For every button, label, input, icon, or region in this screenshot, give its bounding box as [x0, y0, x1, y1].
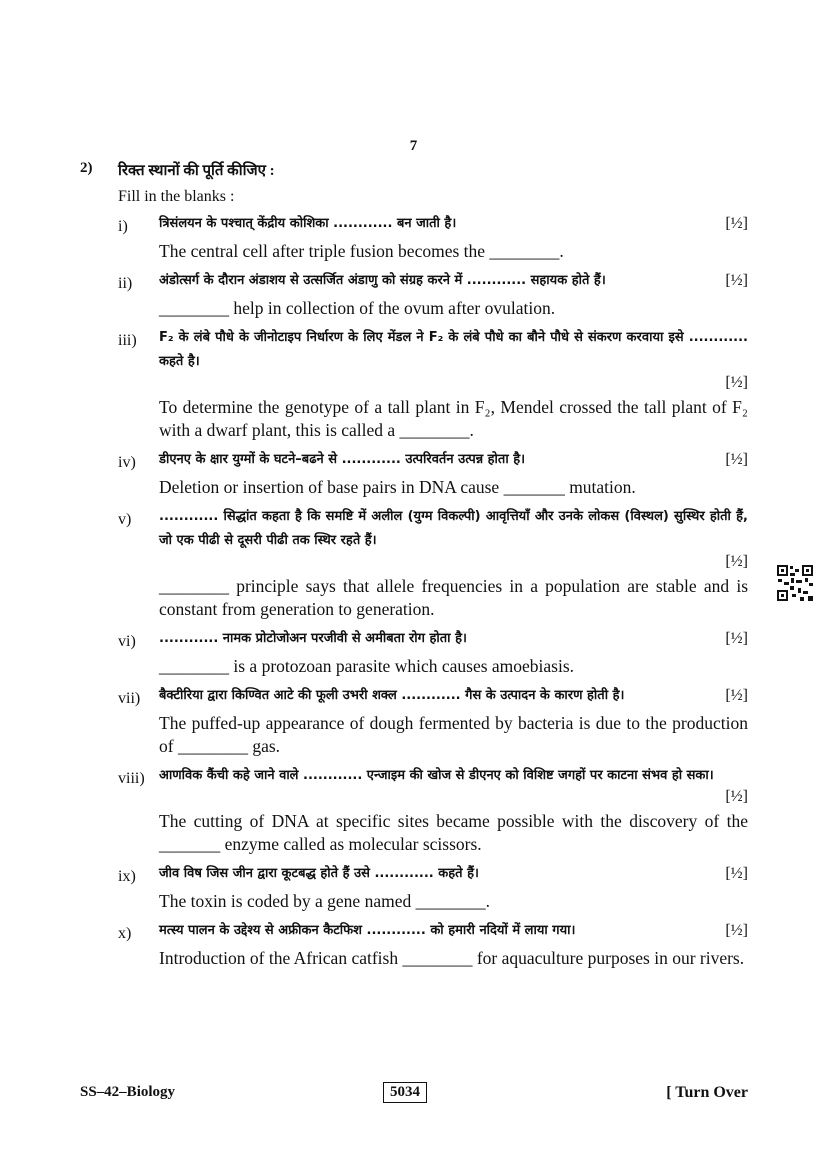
item-mark: [½]	[725, 553, 748, 570]
footer-booklet-code: 5034	[383, 1082, 427, 1103]
item-number: iii)	[118, 332, 137, 349]
item-english: ________ is a protozoan parasite which causes amoebiasis.	[159, 656, 575, 676]
question-number: 2)	[80, 160, 93, 176]
item-number: vi)	[118, 633, 136, 650]
item-number: ix)	[118, 868, 136, 885]
item-english: ________ help in collection of the ovum after ovulation.	[159, 298, 556, 318]
item-hindi: त्रिसंलयन के पश्चात् केंद्रीय कोशिका ............ बन जाती है।	[159, 216, 457, 231]
list-item	[118, 269, 748, 320]
item-number: i)	[118, 218, 128, 235]
item-hindi: आणविक कैंची कहे जाने वाले ............ एन्जाइम की खोज से डीएनए को विशिष्ट जगहों पर काटना संभव हो सका।	[159, 768, 714, 783]
item-hindi: मत्स्य पालन के उद्देश्य से अफ्रीकन कैटफिश ............ को हमारी नदियों में लाया गया।	[159, 923, 576, 938]
item-number: x)	[118, 925, 132, 942]
item-english: The toxin is coded by a gene named ________.	[159, 891, 490, 911]
item-mark: [½]	[725, 451, 748, 468]
list-item	[118, 326, 748, 442]
item-number: v)	[118, 511, 132, 528]
question-title-hindi: रिक्त स्थानों की पूर्ति कीजिए :	[118, 163, 275, 179]
item-mark: [½]	[725, 922, 748, 939]
list-item	[118, 505, 748, 621]
item-english: Deletion or insertion of base pairs in DNA cause _______ mutation.	[159, 477, 636, 497]
item-number: ii)	[118, 275, 133, 292]
item-number: viii)	[118, 770, 145, 787]
item-english: The central cell after triple fusion becomes the ________.	[159, 241, 564, 261]
item-hindi: ............ नामक प्रोटोजोअन परजीवी से अमीबता रोग होता है।	[159, 631, 467, 646]
item-english: Introduction of the African catfish ________ for aquaculture purposes in our rivers.	[159, 948, 745, 968]
footer-paper-code: SS–42–Biology	[80, 1084, 176, 1100]
item-mark: [½]	[725, 687, 748, 704]
item-mark: [½]	[725, 215, 748, 232]
item-mark: [½]	[725, 788, 748, 805]
list-item	[118, 448, 748, 499]
qr-code-icon	[776, 564, 814, 602]
list-item	[118, 212, 748, 263]
item-mark: [½]	[725, 374, 748, 391]
item-mark: [½]	[725, 865, 748, 882]
page-footer	[80, 1082, 748, 1106]
item-hindi: डीएनए के क्षार युग्मों के घटने–बढने से ............ उत्परिवर्तन उत्पन्न होता है।	[159, 452, 526, 467]
item-english: The puffed-up appearance of dough fermented by bacteria is due to the production of ________ gas.	[159, 713, 748, 756]
item-english: To determine the genotype of a tall plant in F₂, Mendel crossed the tall plant of F₂ with a dwarf plant, this is called a ________.	[159, 397, 748, 440]
fill-blanks-list	[118, 212, 748, 976]
question-title-english: Fill in the blanks :	[118, 188, 235, 205]
item-mark: [½]	[725, 630, 748, 647]
item-number: iv)	[118, 454, 136, 471]
list-item	[118, 862, 748, 913]
item-hindi: बैक्टीरिया द्वारा किण्वित आटे की फूली उभरी शक्ल ............ गैस के उत्पादन के कारण होती है।	[159, 688, 625, 703]
item-english: ________ principle says that allele frequencies in a population are stable and is constant from generation to generation.	[159, 576, 748, 619]
page-number: 7	[409, 138, 418, 154]
item-hindi: ............ सिद्धांत कहता है कि समष्टि में अलील (युग्म विकल्पी) आवृत्तियाँ और उनके लोकस (विस्थल) सुस्थिर होती हैं, जो एक पीढी से दूसरी पीढी तक स्थिर रहते हैं।	[159, 509, 748, 548]
item-hindi: F₂ के लंबे पौधे के जीनोटाइप निर्धारण के लिए मेंडल ने F₂ के लंबे पौधे का बौने पौधे से संकरण करवाया इसे ............ कहते है।	[159, 330, 748, 369]
list-item	[118, 919, 748, 970]
list-item	[118, 684, 748, 758]
item-hindi: अंडोत्सर्ग के दौरान अंडाशय से उत्सर्जित अंडाणु को संग्रह करने में ............ सहायक होते हैं।	[159, 273, 606, 288]
item-mark: [½]	[725, 272, 748, 289]
list-item	[118, 764, 748, 856]
footer-turn-over: [ Turn Over	[666, 1084, 748, 1101]
item-number: vii)	[118, 690, 141, 707]
item-hindi: जीव विष जिस जीन द्वारा कूटबद्ध होते हैं उसे ............ कहते हैं।	[159, 866, 479, 881]
item-english: The cutting of DNA at specific sites became possible with the discovery of the _______ enzyme called as molecular scissors.	[159, 811, 748, 854]
list-item	[118, 627, 748, 678]
